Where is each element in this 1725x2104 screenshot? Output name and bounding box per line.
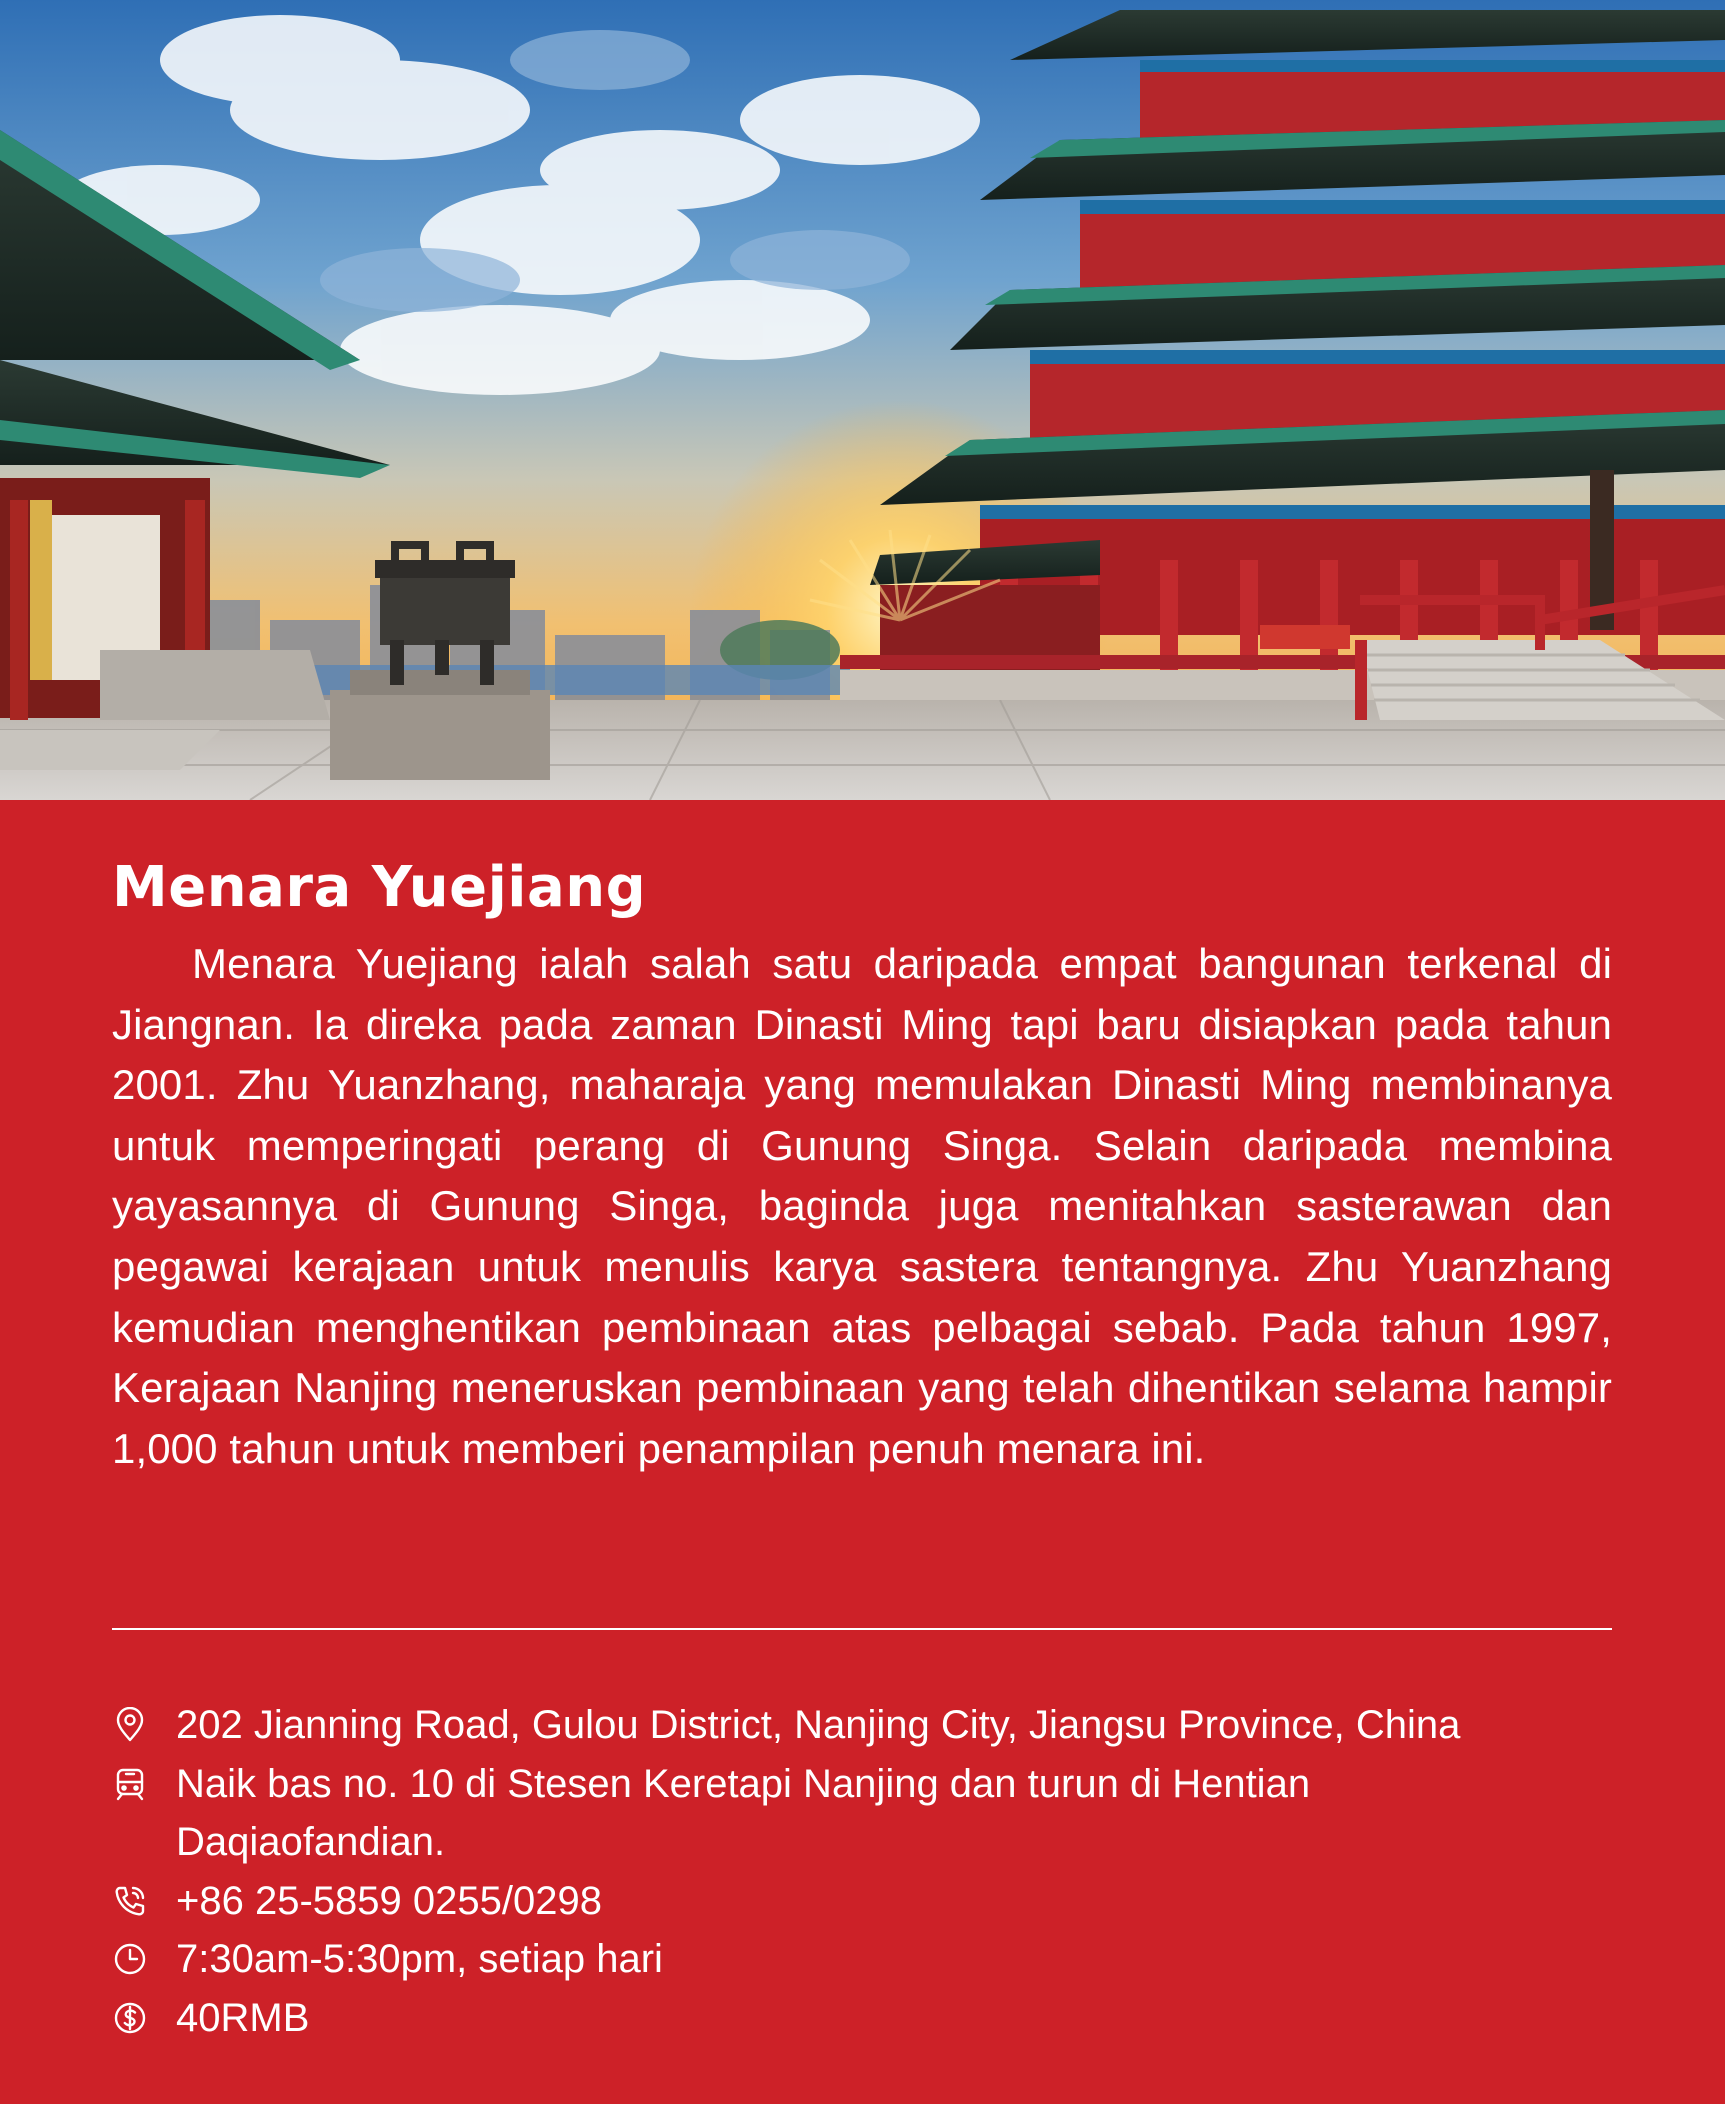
dollar-coin-icon [112,1989,176,2047]
address-text: 202 Jianning Road, Gulou District, Nanjing City, Jiangsu Province, China [176,1703,1461,1747]
main-content [112,800,1612,1479]
description-paragraph: Menara Yuejiang ialah salah satu daripada empat bangunan terkenal di Jiangnan. Ia direka pada zaman Dinasti Ming tapi baru disiapkan pada tahun 2001. Zhu Yuanzhang, maharaja yang memulakan Dinasti Ming membinanya untuk memperingati perang di Gunung Singa. Selain daripada membina yayasannya di Gunung Singa, baginda juga menitahkan sasterawan dan pegawai kerajaan untuk menulis karya sastera tentangnya. Zhu Yuanzhang kemudian menghentikan pembinaan atas pelbagai sebab. Pada tahun 1997, Kerajaan Nanjing meneruskan pembinaan yang telah dihentikan selama hampir 1,000 tahun untuk memberi penampilan penuh menara ini. [112,940,1612,1472]
hero-photo [0,0,1725,800]
location-pin-icon [112,1696,176,1754]
info-transport [112,1755,1652,1872]
page-title: Menara Yuejiang [112,855,647,920]
price-text: 40RMB [176,1995,310,2040]
info-list [112,1696,1652,2047]
hours-text: 7:30am-5:30pm, setiap hari [176,1937,663,1981]
info-address [112,1696,1652,1755]
transport-text: Naik bas no. 10 di Stesen Keretapi Nanjing dan turun di Hentian Daqiaofandian. [176,1761,1311,1864]
info-hours [112,1930,1652,1989]
info-phone [112,1872,1652,1931]
phone-icon [112,1872,176,1930]
info-price [112,1989,1652,2048]
divider [112,1628,1612,1630]
train-icon [112,1755,176,1813]
clock-icon [112,1930,176,1988]
phone-text: +86 25-5859 0255/0298 [176,1878,602,1923]
